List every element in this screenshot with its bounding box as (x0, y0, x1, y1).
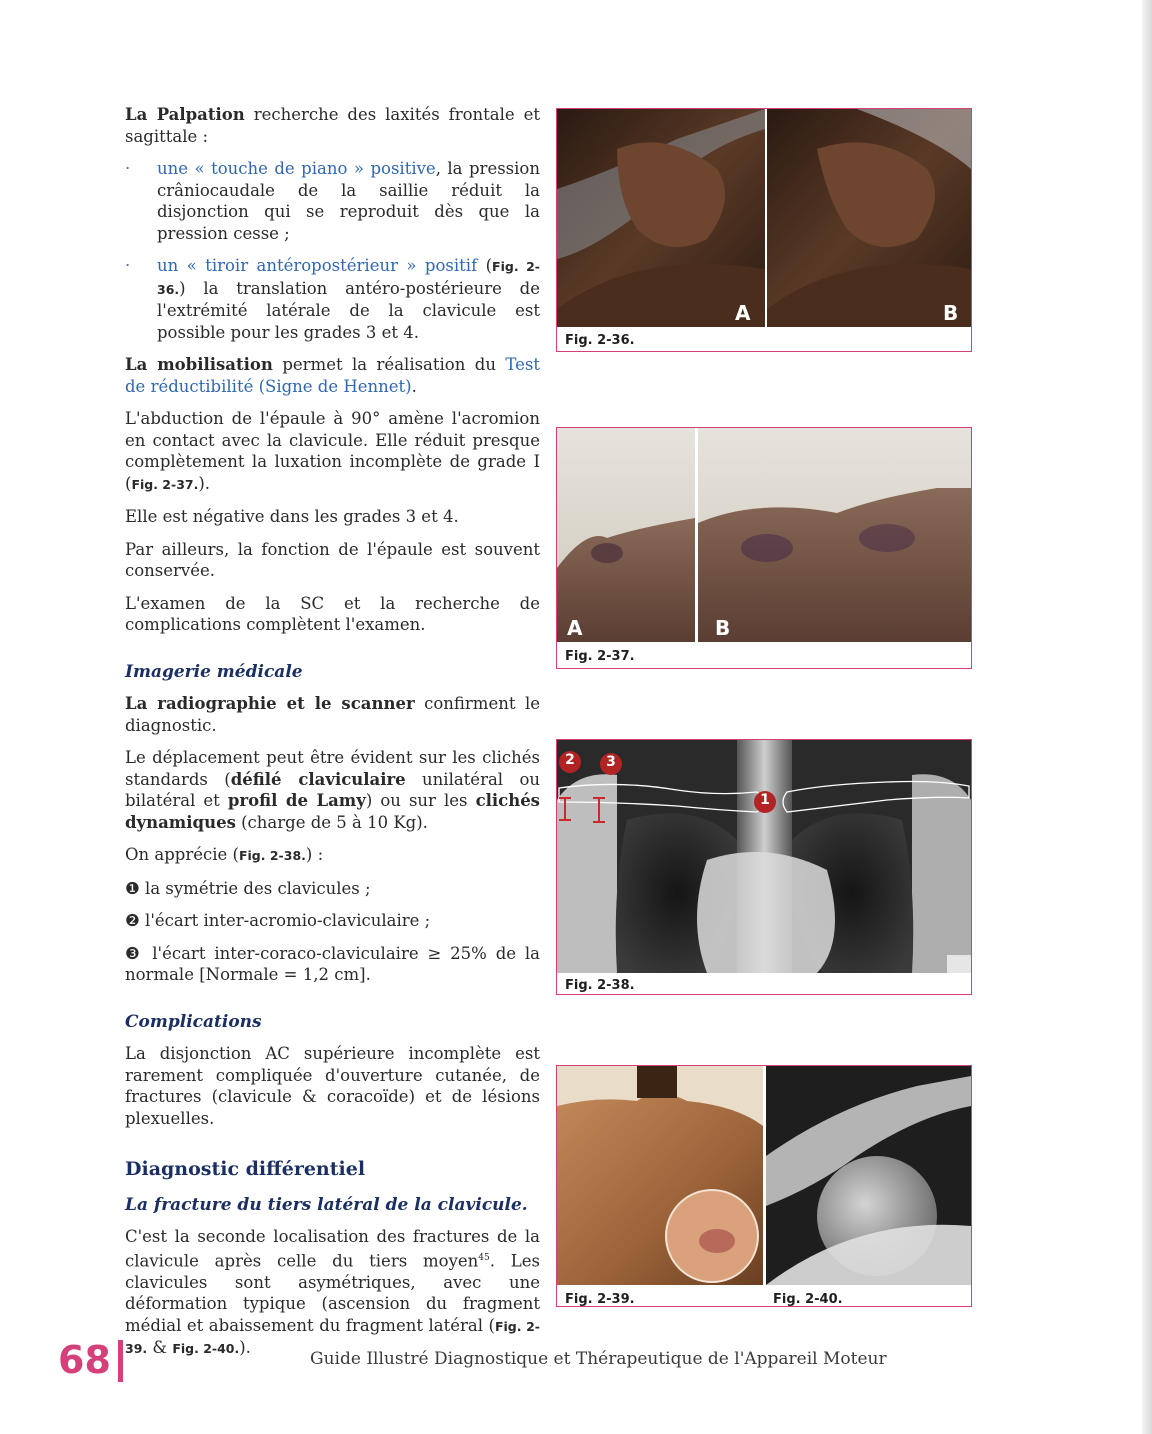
page-edge-shadow (1142, 0, 1152, 1434)
figure-2-39-2-40-photos (557, 1066, 971, 1285)
figure-2-38 (556, 739, 972, 995)
examen-paragraph: L'examen de la SC et la recherche de complications complètent l'examen. (125, 593, 540, 634)
figure-2-39-caption: Fig. 2-39. (565, 1292, 635, 1307)
figure-2-36 (556, 108, 972, 352)
heading-fracture: La fracture du tiers latéral de la clavicule. (125, 1194, 528, 1215)
numbered-item-1: ❶ la symétrie des clavicules ; (125, 878, 371, 898)
palpation-paragraph: La Palpation recherche des laxités frontale et sagittale : (125, 105, 540, 146)
figure-2-37-label-b: B (715, 616, 731, 640)
complications-paragraph: La disjonction AC supérieure incomplète est rarement compliquée d'ouverture cutanée, de fractures (clavicule & coracoïde) et de lésions plexuelles. (125, 1044, 540, 1128)
figure-2-37-photo (557, 428, 971, 642)
deplacement-paragraph: Le déplacement peut être évident sur les clichés standards (défilé claviculaire unilatéral ou bilatéral et profil de Lamy) ou sur les clichés dynamiques (charge de 5 à 10 Kg). (125, 748, 540, 832)
heading-diagnostic-differentiel: Diagnostic différentiel (125, 1158, 366, 1180)
numbered-item-2: ❷ l'écart inter-acromio-claviculaire ; (125, 911, 431, 930)
heading-imagerie: Imagerie médicale (125, 661, 303, 682)
negative-paragraph: Elle est négative dans les grades 3 et 4. (125, 507, 459, 526)
figure-2-38-marker-2: 2 (565, 752, 575, 768)
page-number-bar (118, 1340, 123, 1382)
fonction-paragraph: Par ailleurs, la fonction de l'épaule est souvent conservée. (125, 539, 540, 580)
figure-2-36-caption: Fig. 2-36. (565, 333, 635, 348)
figure-2-38-marker-3: 3 (606, 754, 616, 770)
figure-2-36-label-b: B (943, 301, 959, 325)
figure-2-39-2-40 (556, 1065, 972, 1307)
figure-2-36-photo (557, 109, 971, 327)
figure-2-37-caption: Fig. 2-37. (565, 649, 635, 664)
main-text-column (125, 104, 540, 1371)
mobilisation-paragraph: La mobilisation permet la réalisation du Test de réductibilité (Signe de Hennet). (125, 355, 540, 396)
figure-2-38-caption: Fig. 2-38. (565, 978, 635, 993)
heading-complications: Complications (125, 1011, 262, 1032)
fracture-paragraph: C'est la seconde localisation des fractures de la clavicule après celle du tiers moyen$^{45}$. Les clavicules sont asymétriques, avec une déformation typique (ascension du fragment médial et abaissement du fragment latéral (Fig. 2-39. & Fig. 2-40.). (125, 1227, 541, 1357)
figure-2-37 (556, 427, 972, 669)
abduction-paragraph: L'abduction de l'épaule à 90° amène l'acromion en contact avec la clavicule. Elle réduit presque complètement la luxation incomplète de grade I (Fig. 2-37.). (125, 409, 540, 493)
radiographie-paragraph: La radiographie et le scanner confirment le diagnostic. (125, 694, 540, 735)
apprecie-paragraph: On apprécie (Fig. 2-38.) : (125, 845, 324, 864)
footer-title: Guide Illustré Diagnostique et Thérapeutique de l'Appareil Moteur (310, 1349, 887, 1369)
numbered-item-3: ❸ l'écart inter-coraco-claviculaire ≥ 25% de la normale [Normale = 1,2 cm]. (125, 943, 540, 984)
bullet-tiroir: · un « tiroir antéropostérieur » positif (Fig. 2-36.) la translation antéro-postérieure de l'extrémité latérale de la clavicule est possible pour les grades 3 et 4. (125, 256, 540, 342)
figure-2-40-caption: Fig. 2-40. (773, 1292, 843, 1307)
figure-2-36-label-a: A (735, 301, 751, 325)
figure-2-38-xray (557, 740, 971, 973)
figure-2-37-label-a: A (567, 616, 583, 640)
figure-2-38-marker-1: 1 (760, 792, 770, 808)
page-number: 68 (58, 1338, 111, 1382)
bullet-piano: · une « touche de piano » positive, la pression crâniocaudale de la saillie réduit la disjonction qui se reproduit dès que la pression cesse ; (125, 159, 540, 243)
